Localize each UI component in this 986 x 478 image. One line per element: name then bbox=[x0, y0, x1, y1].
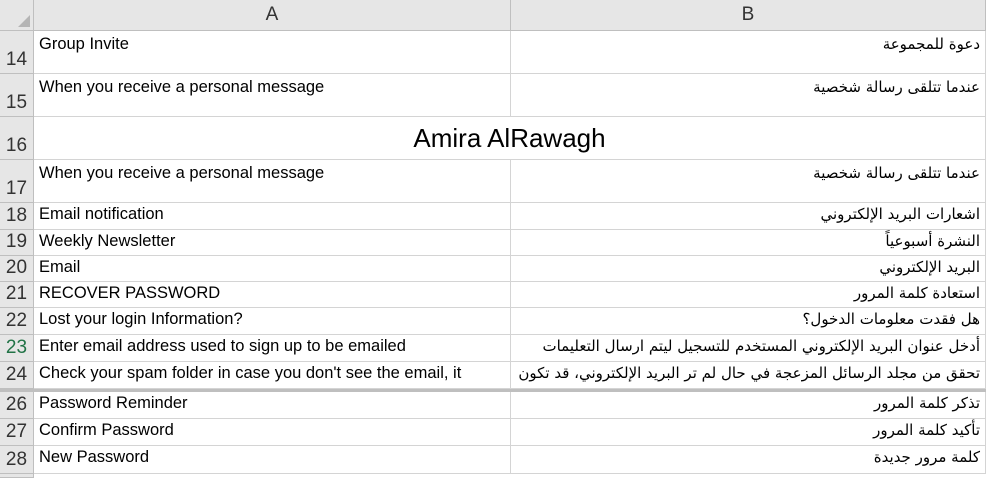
cell-a24[interactable]: Check your spam folder in case you don't see the email, it bbox=[34, 362, 511, 389]
cell-a19[interactable]: Weekly Newsletter bbox=[34, 230, 511, 256]
column-header-a[interactable]: A bbox=[34, 0, 511, 31]
row-header-27[interactable]: 27 bbox=[0, 419, 34, 446]
select-all-triangle-icon bbox=[18, 15, 30, 27]
cell-b23[interactable]: أدخل عنوان البريد الإلكتروني المستخدم للتسجيل ليتم ارسال التعليمات bbox=[511, 335, 986, 362]
row-header-16[interactable]: 16 bbox=[0, 117, 34, 160]
row-header-26[interactable]: 26 bbox=[0, 392, 34, 419]
row-header-23[interactable]: 23 bbox=[0, 335, 34, 362]
row-header-15[interactable]: 15 bbox=[0, 74, 34, 117]
select-all-corner[interactable] bbox=[0, 0, 34, 31]
row-header-14[interactable]: 14 bbox=[0, 31, 34, 74]
cell-b15[interactable]: عندما تتلقى رسالة شخصية bbox=[511, 74, 986, 117]
cell-a23[interactable]: Enter email address used to sign up to be emailed bbox=[34, 335, 511, 362]
cell-a28[interactable]: New Password bbox=[34, 446, 511, 474]
cell-b26[interactable]: تذكر كلمة المرور bbox=[511, 392, 986, 419]
cell-b17[interactable]: عندما تتلقى رسالة شخصية bbox=[511, 160, 986, 203]
cell-b27[interactable]: تأكيد كلمة المرور bbox=[511, 419, 986, 446]
cell-b14[interactable]: دعوة للمجموعة bbox=[511, 31, 986, 74]
cell-b22[interactable]: هل فقدت معلومات الدخول؟ bbox=[511, 308, 986, 335]
row-header-21[interactable]: 21 bbox=[0, 282, 34, 308]
row-header-17[interactable]: 17 bbox=[0, 160, 34, 203]
cell-a27[interactable]: Confirm Password bbox=[34, 419, 511, 446]
cell-b28[interactable]: كلمة مرور جديدة bbox=[511, 446, 986, 474]
row-header-19[interactable]: 19 bbox=[0, 230, 34, 256]
cell-b24[interactable]: تحقق من مجلد الرسائل المزعجة في حال لم تر البريد الإلكتروني، قد تكون bbox=[511, 362, 986, 389]
column-header-b[interactable]: B bbox=[511, 0, 986, 31]
cell-b19[interactable]: النشرة أسبوعياً bbox=[511, 230, 986, 256]
row-header-22[interactable]: 22 bbox=[0, 308, 34, 335]
cell-a20[interactable]: Email bbox=[34, 256, 511, 282]
cell-a21[interactable]: RECOVER PASSWORD bbox=[34, 282, 511, 308]
row-header-18[interactable]: 18 bbox=[0, 203, 34, 230]
cell-a18[interactable]: Email notification bbox=[34, 203, 511, 230]
row-header-20[interactable]: 20 bbox=[0, 256, 34, 282]
cell-a26[interactable]: Password Reminder bbox=[34, 392, 511, 419]
cell-a17[interactable]: When you receive a personal message bbox=[34, 160, 511, 203]
cell-a15[interactable]: When you receive a personal message bbox=[34, 74, 511, 117]
cell-a22[interactable]: Lost your login Information? bbox=[34, 308, 511, 335]
row-header-28[interactable]: 28 bbox=[0, 446, 34, 474]
cell-b21[interactable]: استعادة كلمة المرور bbox=[511, 282, 986, 308]
cell-b20[interactable]: البريد الإلكتروني bbox=[511, 256, 986, 282]
merged-cell-a16[interactable]: Amira AlRawagh bbox=[34, 117, 986, 160]
row-header-24[interactable]: 24 bbox=[0, 362, 34, 389]
row-header-partial bbox=[0, 474, 34, 478]
cell-b18[interactable]: اشعارات البريد الإلكتروني bbox=[511, 203, 986, 230]
cell-a14[interactable]: Group Invite bbox=[34, 31, 511, 74]
